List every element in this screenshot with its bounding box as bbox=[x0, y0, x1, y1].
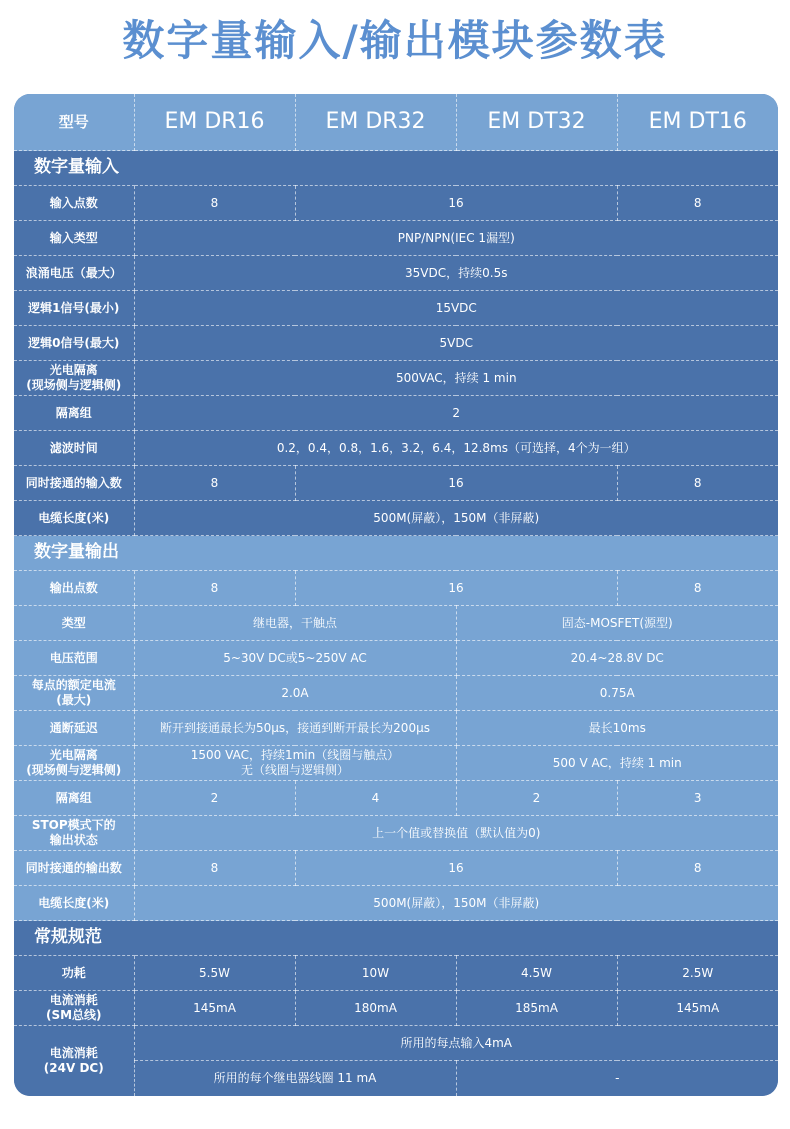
cell-value: 4.5W bbox=[456, 956, 617, 991]
row-label: 同时接通的输出数 bbox=[14, 851, 134, 886]
row-label: 电缆长度(米) bbox=[14, 501, 134, 536]
cell-value: 10W bbox=[295, 956, 456, 991]
row-label: 功耗 bbox=[14, 956, 134, 991]
cell-value: 最长10ms bbox=[456, 711, 778, 746]
section-general-spec bbox=[14, 921, 778, 956]
table-row bbox=[14, 851, 778, 886]
cell-value: 20.4~28.8V DC bbox=[456, 641, 778, 676]
row-label: 隔离组 bbox=[14, 781, 134, 816]
model-em-dr32: EM DR32 bbox=[295, 94, 456, 151]
section-digital-output bbox=[14, 536, 778, 571]
table-row bbox=[14, 956, 778, 991]
table-row bbox=[14, 1026, 778, 1061]
row-label: 电缆长度(米) bbox=[14, 886, 134, 921]
row-label: 同时接通的输入数 bbox=[14, 466, 134, 501]
row-label-line1: 每点的额定电流 bbox=[31, 678, 116, 692]
row-label-line2: (24V DC) bbox=[43, 1060, 104, 1075]
row-label: 通断延迟 bbox=[14, 711, 134, 746]
section-title: 数字量输入 bbox=[14, 151, 134, 186]
row-label: 类型 bbox=[14, 606, 134, 641]
row-label-line1: 光电隔离 bbox=[49, 748, 98, 762]
model-label: 型号 bbox=[14, 94, 134, 151]
cell-value: 8 bbox=[134, 851, 295, 886]
cell-value: 500VAC，持续 1 min bbox=[134, 361, 778, 396]
row-label: 逻辑0信号(最大) bbox=[14, 326, 134, 361]
row-label bbox=[14, 361, 134, 396]
table-row bbox=[14, 291, 778, 326]
model-em-dt32: EM DT32 bbox=[456, 94, 617, 151]
row-label bbox=[14, 816, 134, 851]
cell-value: 500M(屏蔽），150M（非屏蔽) bbox=[134, 886, 778, 921]
cell-value bbox=[134, 746, 456, 781]
row-label-line2: (现场侧与逻辑侧) bbox=[26, 378, 122, 392]
row-label: 输入点数 bbox=[14, 186, 134, 221]
cell-value: 15VDC bbox=[134, 291, 778, 326]
table-row bbox=[14, 361, 778, 396]
table-row bbox=[14, 466, 778, 501]
cell-value: 16 bbox=[295, 466, 617, 501]
table-row bbox=[14, 256, 778, 291]
cell-value: - bbox=[456, 1061, 778, 1096]
cell-value: 500M(屏蔽），150M（非屏蔽) bbox=[134, 501, 778, 536]
row-label-line2: (SM总线) bbox=[45, 1008, 102, 1022]
cell-value: PNP/NPN(IEC 1漏型) bbox=[134, 221, 778, 256]
row-label-line1: 电流消耗 bbox=[49, 993, 98, 1007]
row-label-line1: 电流消耗 bbox=[49, 1045, 98, 1060]
cell-value: 所用的每个继电器线圈 11 mA bbox=[134, 1061, 456, 1096]
row-label bbox=[14, 676, 134, 711]
table-row bbox=[14, 886, 778, 921]
table-row bbox=[14, 396, 778, 431]
row-label-line2: (最大) bbox=[56, 693, 92, 707]
row-label-line2: 输出状态 bbox=[49, 833, 98, 847]
cell-value: 2 bbox=[456, 781, 617, 816]
table-row bbox=[14, 606, 778, 641]
model-em-dt16: EM DT16 bbox=[617, 94, 778, 151]
row-label: 隔离组 bbox=[14, 396, 134, 431]
cell-value: 0.2，0.4，0.8，1.6，3.2，6.4，12.8ms（可选择，4个为一组） bbox=[134, 431, 778, 466]
table-row bbox=[14, 431, 778, 466]
row-label: 输出点数 bbox=[14, 571, 134, 606]
cell-value: 所用的每点输入4mA bbox=[134, 1026, 778, 1061]
cell-value: 180mA bbox=[295, 991, 456, 1026]
model-em-dr16: EM DR16 bbox=[134, 94, 295, 151]
cell-value: 8 bbox=[134, 571, 295, 606]
cell-value: 固态-MOSFET(源型) bbox=[456, 606, 778, 641]
table-row bbox=[14, 641, 778, 676]
cell-value: 5~30V DC或5~250V AC bbox=[134, 641, 456, 676]
header-row bbox=[14, 94, 778, 151]
cell-line2: 无（线圈与逻辑侧） bbox=[240, 763, 349, 777]
section-title: 常规规范 bbox=[14, 921, 134, 956]
table-row bbox=[14, 221, 778, 256]
cell-value: 4 bbox=[295, 781, 456, 816]
page-title: 数字量输入/输出模块参数表 bbox=[122, 16, 668, 65]
table-row bbox=[14, 816, 778, 851]
row-label: 逻辑1信号(最小) bbox=[14, 291, 134, 326]
cell-value: 0.75A bbox=[456, 676, 778, 711]
cell-value: 继电器，干触点 bbox=[134, 606, 456, 641]
cell-value: 2.5W bbox=[617, 956, 778, 991]
row-label: 输入类型 bbox=[14, 221, 134, 256]
cell-value: 8 bbox=[617, 186, 778, 221]
cell-value: 8 bbox=[134, 466, 295, 501]
cell-value: 145mA bbox=[134, 991, 295, 1026]
row-label: 滤波时间 bbox=[14, 431, 134, 466]
cell-value: 2.0A bbox=[134, 676, 456, 711]
cell-value: 8 bbox=[134, 186, 295, 221]
row-label: 电压范围 bbox=[14, 641, 134, 676]
table-row bbox=[14, 676, 778, 711]
table-row bbox=[14, 746, 778, 781]
section-title: 数字量输出 bbox=[14, 536, 134, 571]
cell-value: 145mA bbox=[617, 991, 778, 1026]
row-label bbox=[14, 991, 134, 1026]
section-digital-input bbox=[14, 151, 778, 186]
cell-value: 5VDC bbox=[134, 326, 778, 361]
cell-value: 2 bbox=[134, 781, 295, 816]
table-row bbox=[14, 326, 778, 361]
table-row bbox=[14, 781, 778, 816]
cell-value: 2 bbox=[134, 396, 778, 431]
cell-value: 5.5W bbox=[134, 956, 295, 991]
row-label-line1: STOP模式下的 bbox=[31, 818, 116, 832]
cell-value: 16 bbox=[295, 186, 617, 221]
spec-table bbox=[14, 94, 778, 1096]
cell-value: 16 bbox=[295, 851, 617, 886]
cell-value: 500 V AC，持续 1 min bbox=[456, 746, 778, 781]
cell-value: 断开到接通最长为50μs，接通到断开最长为200μs bbox=[134, 711, 456, 746]
table-row bbox=[14, 571, 778, 606]
cell-value: 35VDC，持续0.5s bbox=[134, 256, 778, 291]
cell-value: 8 bbox=[617, 851, 778, 886]
row-label-line1: 光电隔离 bbox=[49, 363, 98, 377]
table-row bbox=[14, 501, 778, 536]
row-label-line2: (现场侧与逻辑侧) bbox=[26, 763, 122, 777]
cell-value: 16 bbox=[295, 571, 617, 606]
cell-value: 上一个值或替换值（默认值为0) bbox=[134, 816, 778, 851]
row-label: 浪涌电压（最大） bbox=[14, 256, 134, 291]
table-row bbox=[14, 711, 778, 746]
table-row bbox=[14, 991, 778, 1026]
row-label bbox=[14, 746, 134, 781]
cell-value: 8 bbox=[617, 571, 778, 606]
cell-value: 3 bbox=[617, 781, 778, 816]
cell-value: 185mA bbox=[456, 991, 617, 1026]
table-row bbox=[14, 186, 778, 221]
cell-line1: 1500 VAC，持续1min（线圈与触点） bbox=[190, 748, 400, 762]
row-label bbox=[14, 1026, 134, 1096]
cell-value: 8 bbox=[617, 466, 778, 501]
